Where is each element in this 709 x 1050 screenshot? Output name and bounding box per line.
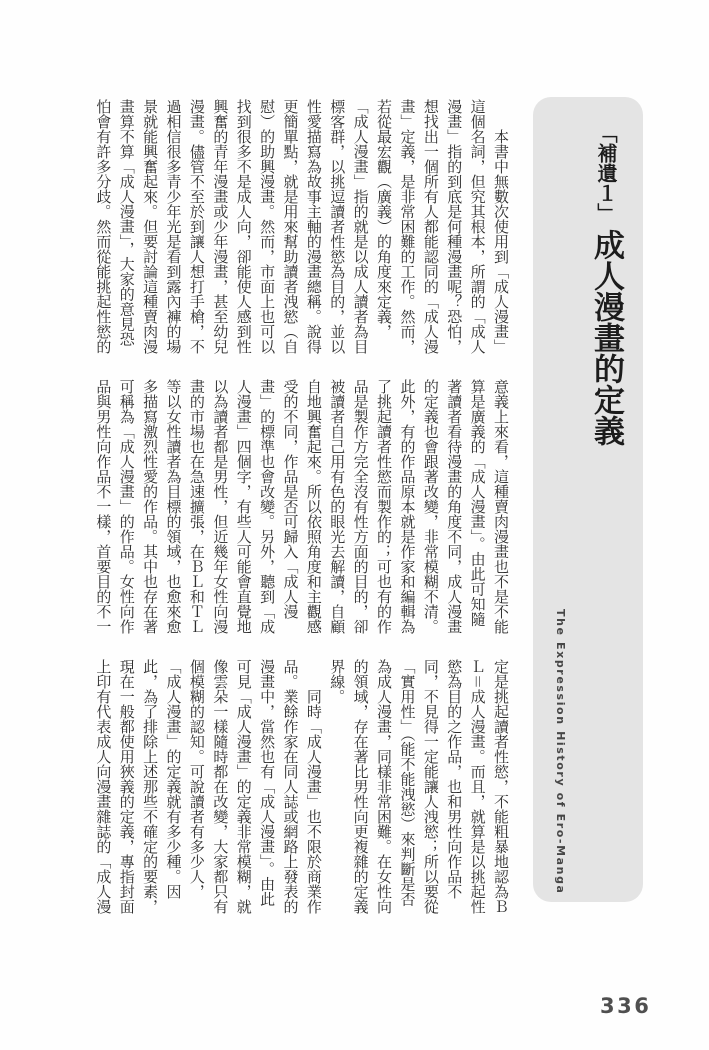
chapter-subtitle-english: The Expression History of Ero-Manga — [554, 609, 567, 895]
chapter-title-column — [584, 123, 629, 593]
page-number: 336 — [600, 994, 652, 1018]
paragraph: 定是挑起讀者性慾，不能粗暴地認為ＢＬ＝成人漫畫。而且，就算是以挑起性慾為目的之作品，也和男性向作品不同，不見得一定能讓人洩慾；所以要從「實用性」（能不能洩慾）來判斷是否為成人漫畫，同樣非常困難。在女性向的領域，存在著比男性向更複雜的定義界線。 — [328, 659, 510, 915]
chapter-kicker: 「補遺１」 — [594, 123, 618, 223]
body-text-band-1 — [78, 99, 512, 355]
body-text-band-3 — [78, 659, 512, 915]
chapter-title-box — [533, 97, 643, 902]
body-text-band-2 — [78, 379, 512, 635]
paragraph: 同時「成人漫畫」也不限於商業作品。業餘作家在同人誌或網路上發表的漫畫中，當然也有「成人漫畫」。由此可見「成人漫畫」的定義非常模糊，就像雲朵一樣隨時都在改變，大家都只有個模糊的認知。可說讀者有多少人，「成人漫畫」的定義就有多少種。因此，為了排除上述那些不確定的要素，現在一般都使用狹義的定義，專指封面上印有代表成人向漫畫雜誌的「成人漫 — [94, 659, 323, 914]
paragraph: 意義上來看，這種賣肉漫畫也不是不能算是廣義的「成人漫畫」。由此可知隨著讀者看待漫畫的角度不同，成人漫畫的定義也會跟著改變，非常模糊不清。此外，有的作品原本就是作家和編輯為了挑起讀者性慾而製作的；可也有的作品是製作方完全沒有性方面的目的，卻被讀者自己用有色的眼光去解讀，自顧自地興奮起來。所以依照角度和主觀感受的不同，作品是否可歸入「成人漫畫」的標準也會改變。另外，聽到「成人漫畫」四個字，有些人可能會直覺地以為讀者都是男性，但近幾年女性向漫畫的市場也在急速擴張，在ＢＬ和ＴＬ等以女性讀者為目標的領域，也愈來愈多描寫激烈性愛的作品。其中也存在著可稱為「成人漫畫」的作品。女性向作品與男性向作品不一樣，首要目的不一 — [94, 379, 510, 634]
chapter-title: 成人漫畫的定義 — [588, 229, 624, 446]
paragraph: 本書中無數次使用到「成人漫畫」這個名詞，但究其根本，所謂的「成人漫畫」指的到底是何種漫畫呢？恐怕，想找出一個所有人都能認同的「成人漫畫」定義，是非常困難的工作。然而，若從最宏觀（廣義）的角度來定義，「成人漫畫」指的就是以成人讀者為目標客群，以挑逗讀者性慾為目的，並以性愛描寫為故事主軸的漫畫總稱。說得更簡單點，就是用來幫助讀者洩慾（自慰）的助興漫畫。然而，市面上也可以找到很多不是成人向，卻能使人感到性興奮的青年漫畫或少年漫畫，甚至幼兒漫畫。儘管不至於到讓人想打手槍，不過相信很多青少年光是看到露內褲的場景就能興奮起來。但要討論這種賣肉漫畫算不算「成人漫畫」，大家的意見恐怕會有許多分歧。然而從能挑起性慾的 — [94, 99, 510, 354]
